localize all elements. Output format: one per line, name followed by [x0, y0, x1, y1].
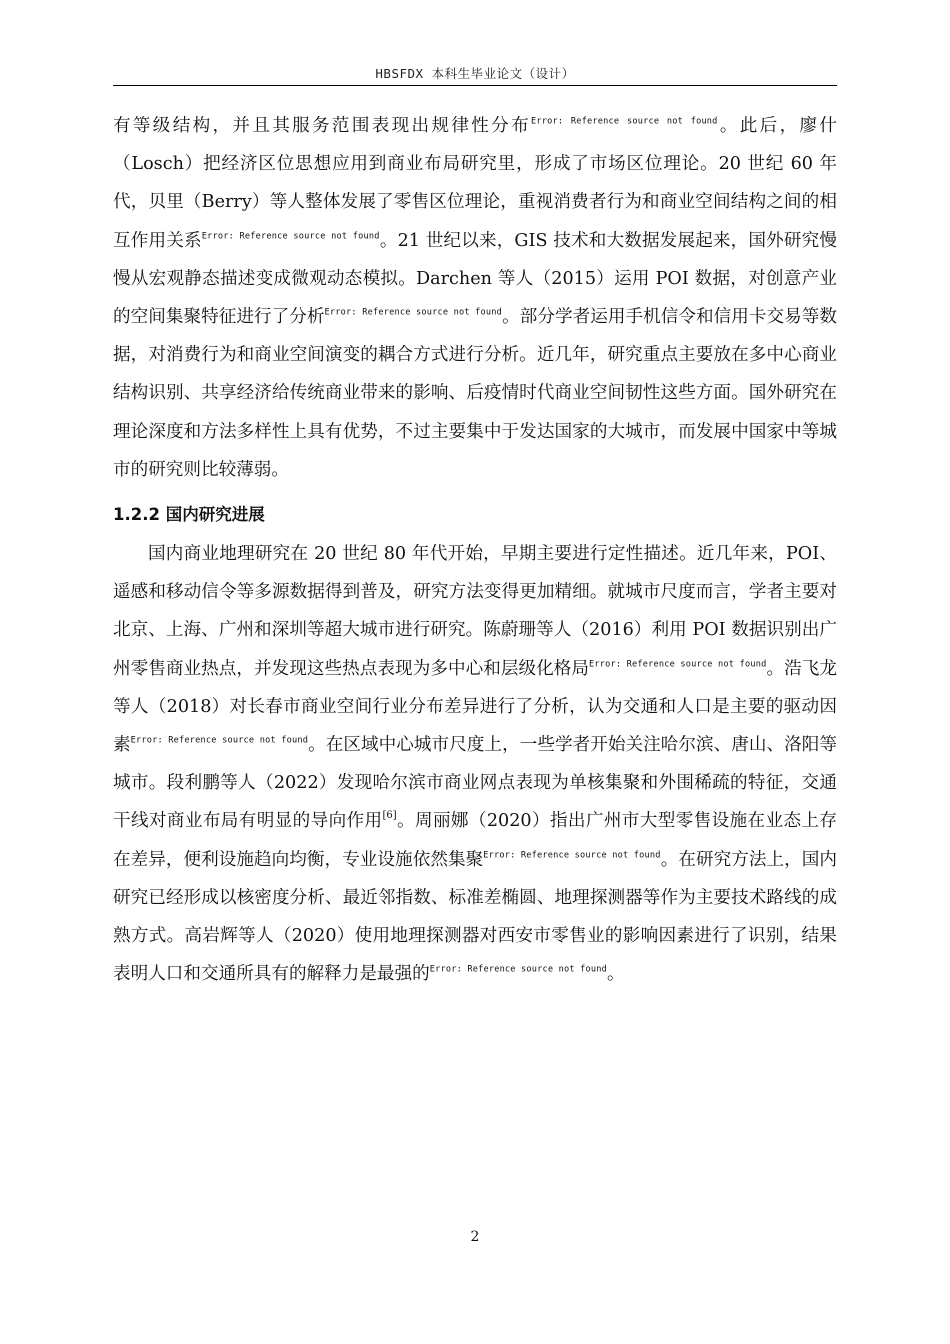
reference-error[interactable]: Error: Reference source not found — [130, 735, 309, 746]
text-segment: 。浩飞龙等人（2018）对长春市商业空间行业分布差异进行了分析，认为交通和人口是主要的驱动因素 — [113, 658, 837, 756]
reference-error[interactable]: Error: Reference source not found — [588, 659, 767, 670]
reference-error[interactable]: Error: Reference source not found — [483, 850, 661, 861]
text-segment: 。在研究方法上，国内研究已经形成以核密度分析、最近邻指数、标准差椭圆、地理探测器等作为主要技术路线的成熟方式。高岩辉等人（2020）使用地理探测器对西安市零售业的影响因素进行了识别，结果表明人口和交通所具有的解释力是最强的 — [113, 849, 837, 985]
reference-error[interactable]: Error: Reference source not found — [530, 116, 718, 127]
header-rule — [113, 85, 837, 86]
reference-error[interactable]: Error: Reference source not found — [201, 231, 380, 242]
text-segment: 有等级结构，并且其服务范围表现出规律性分布 — [113, 116, 531, 136]
page-body — [113, 107, 837, 993]
text-segment: 。此后，廖什（Losch）把经济区位思想应用到商业布局研究里，形成了市场区位理论。20 世纪 60 年代，贝里（Berry）等人整体发展了零售区位理论，重视消费者行为和商业空间结构之间的相互作用关系 — [113, 116, 837, 251]
text-segment: 。周丽娜（2020）指出广州市大型零售设施在业态上存在差异，便利设施趋向均衡，专业设施依然集聚 — [113, 811, 837, 870]
page-number: 2 — [470, 1229, 480, 1245]
section-heading: 1.2.2 国内研究进展 — [113, 505, 265, 525]
text-segment: 。 — [607, 964, 625, 985]
text-segment: 国内商业地理研究在 20 世纪 80 年代开始，早期主要进行定性描述。近几年来，POI、遥感和移动信令等多源数据得到普及，研究方法变得更加精细。就城市尺度而言，学者主要对北京、上海、广州和深圳等超大城市进行研究。陈蔚珊等人（2016）利用 POI 数据识别出广州零售商业热点，并发现这些热点表现为多中心和层级化格局 — [113, 544, 837, 679]
text-segment: 。部分学者运用手机信令和信用卡交易等数据，对消费行为和商业空间演变的耦合方式进行分析。近几年，研究重点主要放在多中心商业结构识别、共享经济给传统商业带来的影响、后疫情时代商业空间韧性这些方面。国外研究在理论深度和方法多样性上具有优势，不过主要集中于发达国家的大城市，而发展中国家中等城市的研究则比较薄弱。 — [113, 307, 837, 480]
reference-error[interactable]: Error: Reference source not found — [429, 964, 608, 975]
text-segment: 。21 世纪以来，GIS 技术和大数据发展起来，国外研究慢慢从宏观静态描述变成微观动态模拟。Darchen 等人（2015）运用 POI 数据，对创意产业的空间集聚特征进行了分析 — [113, 230, 837, 328]
text-segment: 。在区域中心城市尺度上，一些学者开始关注哈尔滨、唐山、洛阳等城市。段利鹏等人（2022）发现哈尔滨市商业网点表现为单核集聚和外围稀疏的特征，交通干线对商业布局有明显的导向作用 — [113, 735, 837, 832]
paragraph-domestic-research — [113, 535, 837, 993]
paragraph-foreign-research — [113, 107, 837, 489]
reference-error[interactable]: Error: Reference source not found — [324, 307, 503, 318]
citation-6[interactable]: [6] — [382, 810, 397, 822]
running-header: HBSFDX 本科生毕业论文（设计） — [375, 66, 575, 81]
